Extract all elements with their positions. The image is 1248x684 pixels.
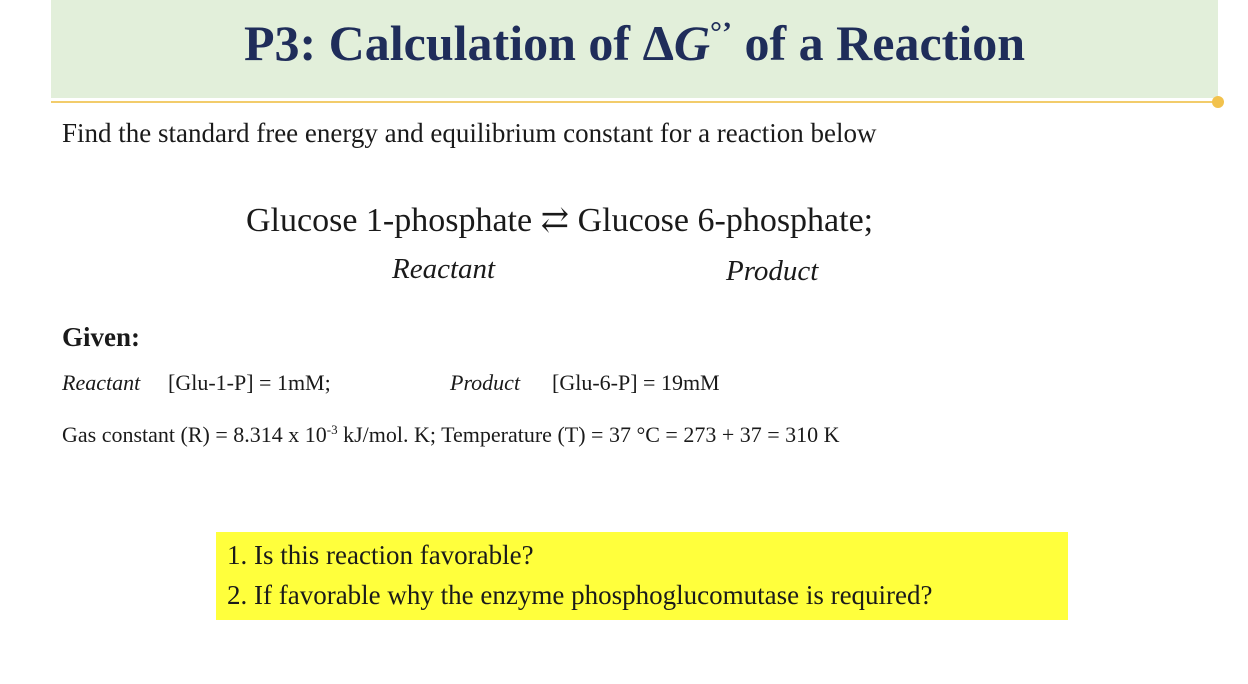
- title-divider: [51, 101, 1217, 103]
- gas-constant-exponent: -3: [326, 422, 338, 437]
- product-caption: Product: [726, 255, 819, 287]
- intro-text: Find the standard free energy and equilibrium constant for a reaction below: [62, 118, 877, 148]
- slide-title: [51, 14, 1218, 72]
- title-suffix: of a Reaction: [732, 15, 1026, 71]
- question-2: 2. If favorable why the enzyme phosphoglucomutase is required?: [227, 580, 933, 610]
- gas-constant-prefix: Gas constant (R) = 8.314 x 10: [62, 422, 327, 447]
- reaction-equation: Glucose 1-phosphate ⇄ Glucose 6-phosphate;: [246, 202, 874, 239]
- questions-box: [216, 532, 1068, 620]
- title-delta: Δ: [642, 15, 674, 71]
- given-heading: Given:: [62, 322, 140, 352]
- gas-constant-suffix: kJ/mol. K; Temperature (T) = 37 °C = 273 + 37 = 310 K: [337, 422, 840, 447]
- reactant-caption: Reactant: [392, 253, 496, 285]
- given-reactant-value: [Glu-1-P] = 1mM;: [168, 370, 331, 395]
- question-1: 1. Is this reaction favorable?: [227, 540, 534, 570]
- given-product-label: Product: [450, 370, 521, 395]
- title-prefix: P3: Calculation of: [243, 15, 643, 71]
- divider-dot: [1212, 96, 1224, 108]
- title-symbol: G: [673, 15, 711, 71]
- constants-line: [62, 422, 840, 448]
- given-product-value: [Glu-6-P] = 19mM: [552, 370, 720, 395]
- title-superscript: °’: [710, 16, 733, 49]
- given-reactant-label: Reactant: [62, 370, 141, 395]
